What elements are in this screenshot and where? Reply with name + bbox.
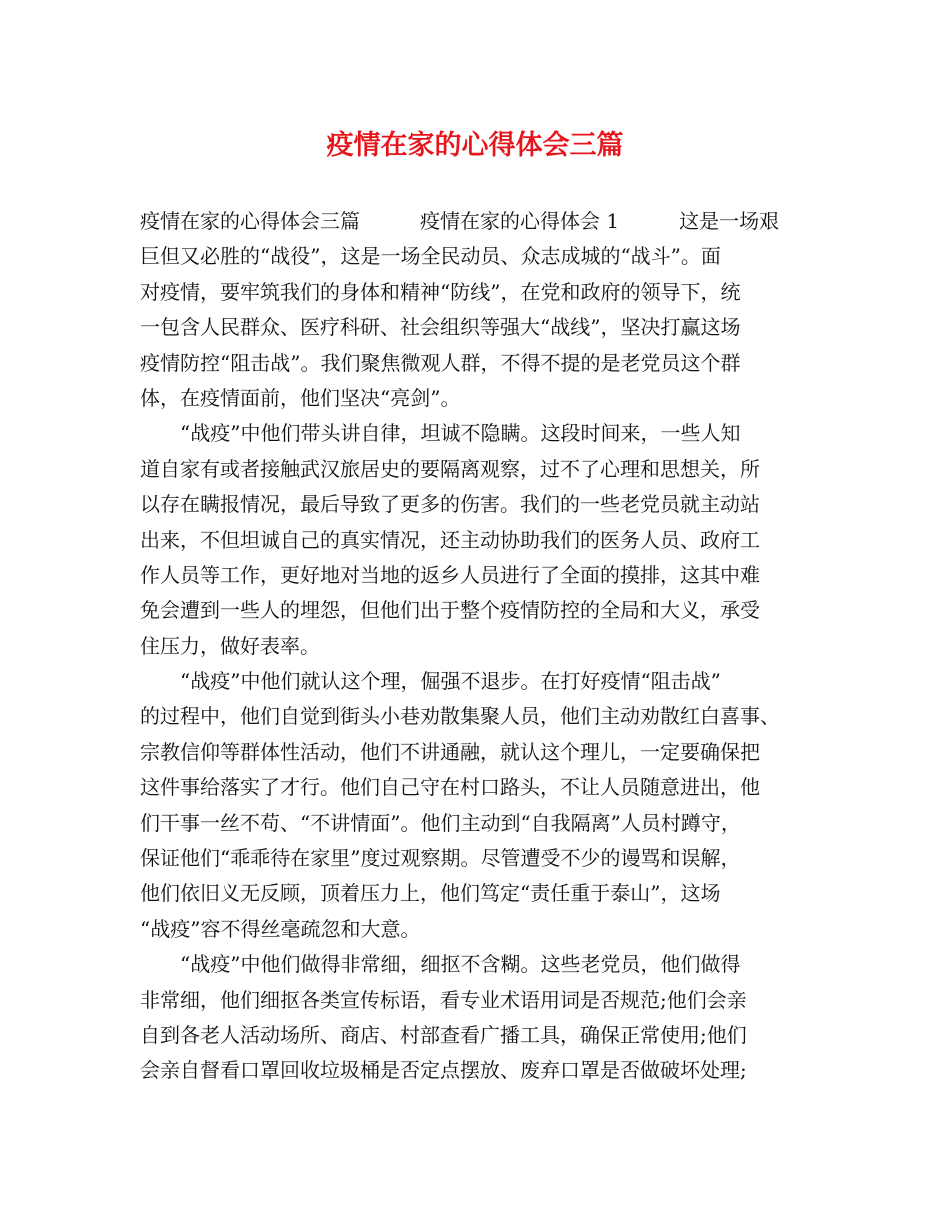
document-title: 疫情在家的心得体会三篇 bbox=[326, 130, 624, 161]
text-line: 疫情防控“阻击战”。我们聚焦微观人群，不得不提的是老党员这个群 bbox=[140, 350, 741, 375]
text-line: 们干事一丝不苟、“不讲情面”。他们主动到“自我隔离”人员村蹲守， bbox=[140, 810, 741, 835]
text-line: “战疫”中他们带头讲自律，坦诚不隐瞒。这段时间来，一些人知 bbox=[140, 421, 741, 446]
text-line: 体，在疫情面前，他们坚决“亮剑”。 bbox=[140, 385, 461, 410]
text-line: 自到各老人活动场所、商店、村部查看广播工具，确保正常使用;他们 bbox=[140, 1022, 747, 1047]
text-line: 作人员等工作，更好地对当地的返乡人员进行了全面的摸排，这其中难 bbox=[140, 562, 760, 587]
text-line: “战疫”中他们就认这个理，倔强不退步。在打好疫情“阻击战” bbox=[140, 669, 721, 694]
text-line: 住压力，做好表率。 bbox=[140, 633, 320, 658]
text-line: 保证他们“乖乖待在家里”度过观察期。尽管遭受不少的谩骂和误解， bbox=[140, 846, 741, 871]
text-line: 的过程中，他们自觉到街头小巷劝散集聚人员，他们主动劝散红白喜事、 bbox=[140, 704, 780, 729]
text-line: 对疫情，要牢筑我们的身体和精神“防线”，在党和政府的领导下，统 bbox=[140, 279, 741, 304]
text-line: 道自家有或者接触武汉旅居史的要隔离观察，过不了心理和思想关，所 bbox=[140, 456, 760, 481]
text-line: 以存在瞒报情况，最后导致了更多的伤害。我们的一些老党员就主动站 bbox=[140, 492, 760, 517]
text-line: 疫情在家的心得体会三篇 疫情在家的心得体会 1 这是一场艰 bbox=[140, 209, 780, 233]
text-line: 他们依旧义无反顾，顶着压力上，他们笃定“责任重于泰山”，这场 bbox=[140, 881, 721, 906]
text-line: 非常细，他们细抠各类宣传标语，看专业术语用词是否规范;他们会亲 bbox=[140, 987, 747, 1012]
text-line: 免会遭到一些人的埋怨，但他们出于整个疫情防控的全局和大义，承受 bbox=[140, 598, 760, 623]
text-line: 一包含人民群众、医疗科研、社会组织等强大“战线”，坚决打赢这场 bbox=[140, 315, 741, 340]
document-body bbox=[140, 204, 816, 1089]
text-line: 这件事给落实了才行。他们自己守在村口路头，不让人员随意进出，他 bbox=[140, 775, 760, 800]
text-line: 出来，不但坦诚自己的真实情况，还主动协助我们的医务人员、政府工 bbox=[140, 527, 760, 552]
text-line: 巨但又必胜的“战役”，这是一场全民动员、众志成城的“战斗”。面 bbox=[140, 244, 721, 269]
text-line: 宗教信仰等群体性活动，他们不讲通融，就认这个理儿，一定要确保把 bbox=[140, 739, 760, 764]
text-line: “战疫”中他们做得非常细，细抠不含糊。这些老党员，他们做得 bbox=[140, 952, 741, 977]
text-line: 会亲自督看口罩回收垃圾桶是否定点摆放、废弃口罩是否做破坏处理; bbox=[140, 1058, 747, 1083]
text-line: “战疫”容不得丝毫疏忽和大意。 bbox=[140, 916, 421, 941]
